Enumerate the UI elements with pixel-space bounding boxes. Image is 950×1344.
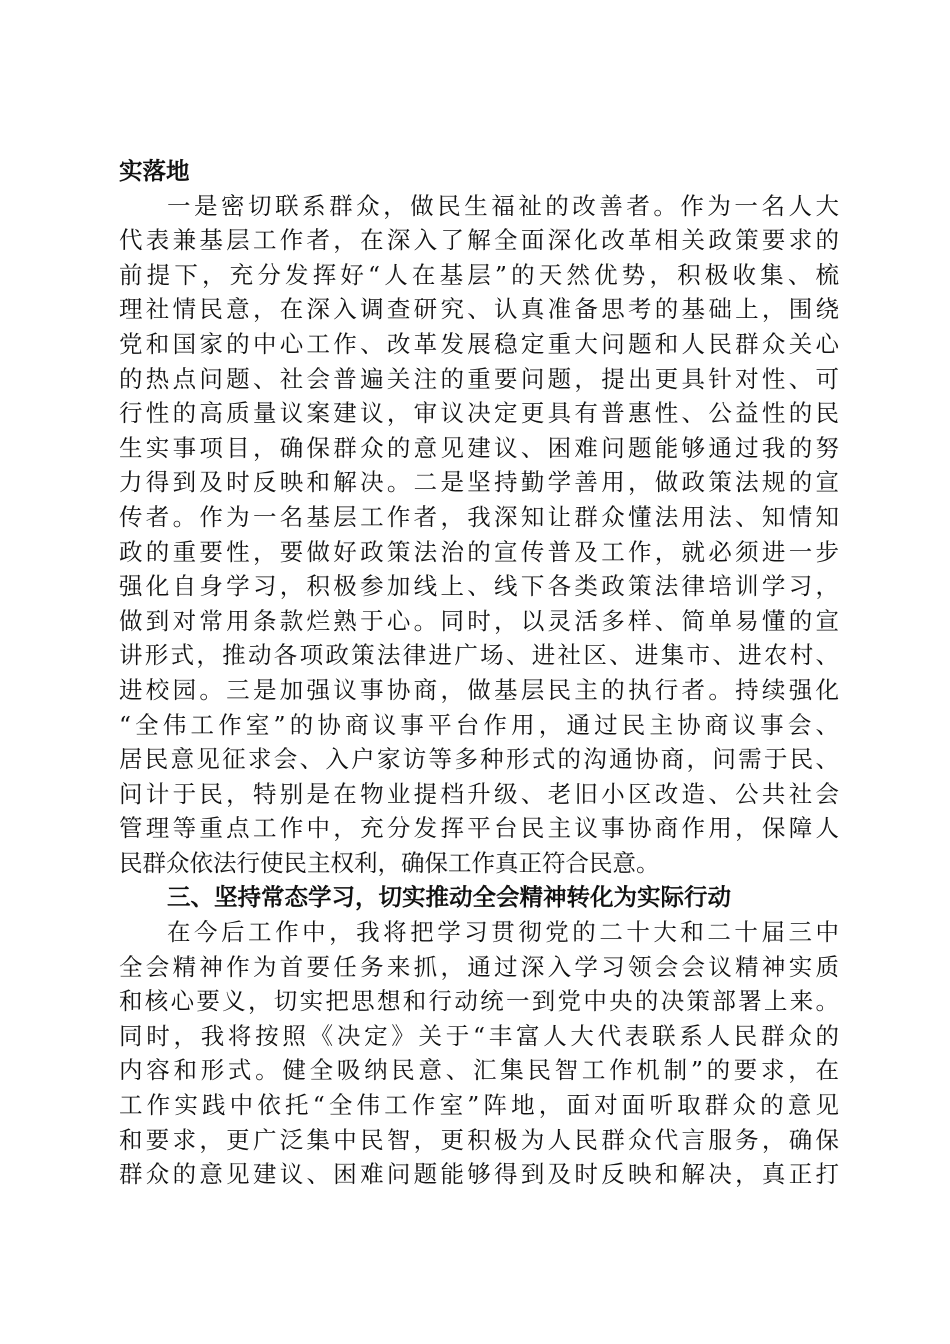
paragraph-line: 行性的高质量议案建议，审议决定更具有普惠性、公益性的民 [119,399,839,428]
paragraph-line: 居民意见征求会、入户家访等多种形式的沟通协商，问需于民、 [119,745,839,774]
paragraph-line: 党和国家的中心工作、改革发展稳定重大问题和人民群众关心 [119,329,839,358]
paragraph-line: 做到对常用条款烂熟于心。同时，以灵活多样、简单易懂的宣 [119,606,839,635]
section-heading: 三、坚持常态学习，切实推动全会精神转化为实际行动 [167,883,731,912]
paragraph-line: 传者。作为一名基层工作者，我深知让群众懂法用法、知情知 [119,502,839,531]
paragraph-line: 和要求，更广泛集中民智，更积极为人民群众代言服务，确保 [119,1125,839,1154]
paragraph-line: 前提下，充分发挥好“人在基层”的天然优势，积极收集、梳 [119,260,839,289]
paragraph-line: 群众的意见建议、困难问题能够得到及时反映和解决，真正打 [119,1160,839,1189]
paragraph-line: 内容和形式。健全吸纳民意、汇集民智工作机制”的要求，在 [119,1056,839,1085]
paragraph-line: 政的重要性，要做好政策法治的宣传普及工作，就必须进一步 [119,537,839,566]
paragraph-line: 力得到及时反映和解决。二是坚持勤学善用，做政策法规的宣 [119,468,839,497]
paragraph-line: 同时，我将按照《决定》关于“丰富人大代表联系人民群众的 [119,1021,839,1050]
paragraph-line: 管理等重点工作中，充分发挥平台民主议事协商作用，保障人 [119,814,839,843]
paragraph-line: 讲形式，推动各项政策法律进广场、进社区、进集市、进农村、 [119,641,839,670]
paragraph-line: 一是密切联系群众，做民生福祉的改善者。作为一名人大 [167,191,839,220]
paragraph-line: 和核心要义，切实把思想和行动统一到党中央的决策部署上来。 [119,987,839,1016]
paragraph-line: “全伟工作室”的协商议事平台作用，通过民主协商议事会、 [119,710,839,739]
paragraph-line: 理社情民意，在深入调查研究、认真准备思考的基础上，围绕 [119,295,839,324]
paragraph-line: 全会精神作为首要任务来抓，通过深入学习领会会议精神实质 [119,952,839,981]
paragraph-line: 进校园。三是加强议事协商，做基层民主的执行者。持续强化 [119,675,839,704]
section-tail-heading: 实落地 [119,157,190,185]
paragraph-line: 民群众依法行使民主权利，确保工作真正符合民意。 [119,848,660,877]
document-body [119,154,839,1192]
paragraph-line: 工作实践中依托“全伟工作室”阵地，面对面听取群众的意见 [119,1091,839,1120]
paragraph-line: 问计于民，特别是在物业提档升级、老旧小区改造、公共社会 [119,779,839,808]
paragraph-line: 强化自身学习，积极参加线上、线下各类政策法律培训学习， [119,572,839,601]
paragraph-line: 在今后工作中，我将把学习贯彻党的二十大和二十届三中 [167,918,839,947]
paragraph-line: 代表兼基层工作者，在深入了解全面深化改革相关政策要求的 [119,226,839,255]
paragraph-line: 的热点问题、社会普遍关注的重要问题，提出更具针对性、可 [119,364,839,393]
paragraph-line: 生实事项目，确保群众的意见建议、困难问题能够通过我的努 [119,433,839,462]
